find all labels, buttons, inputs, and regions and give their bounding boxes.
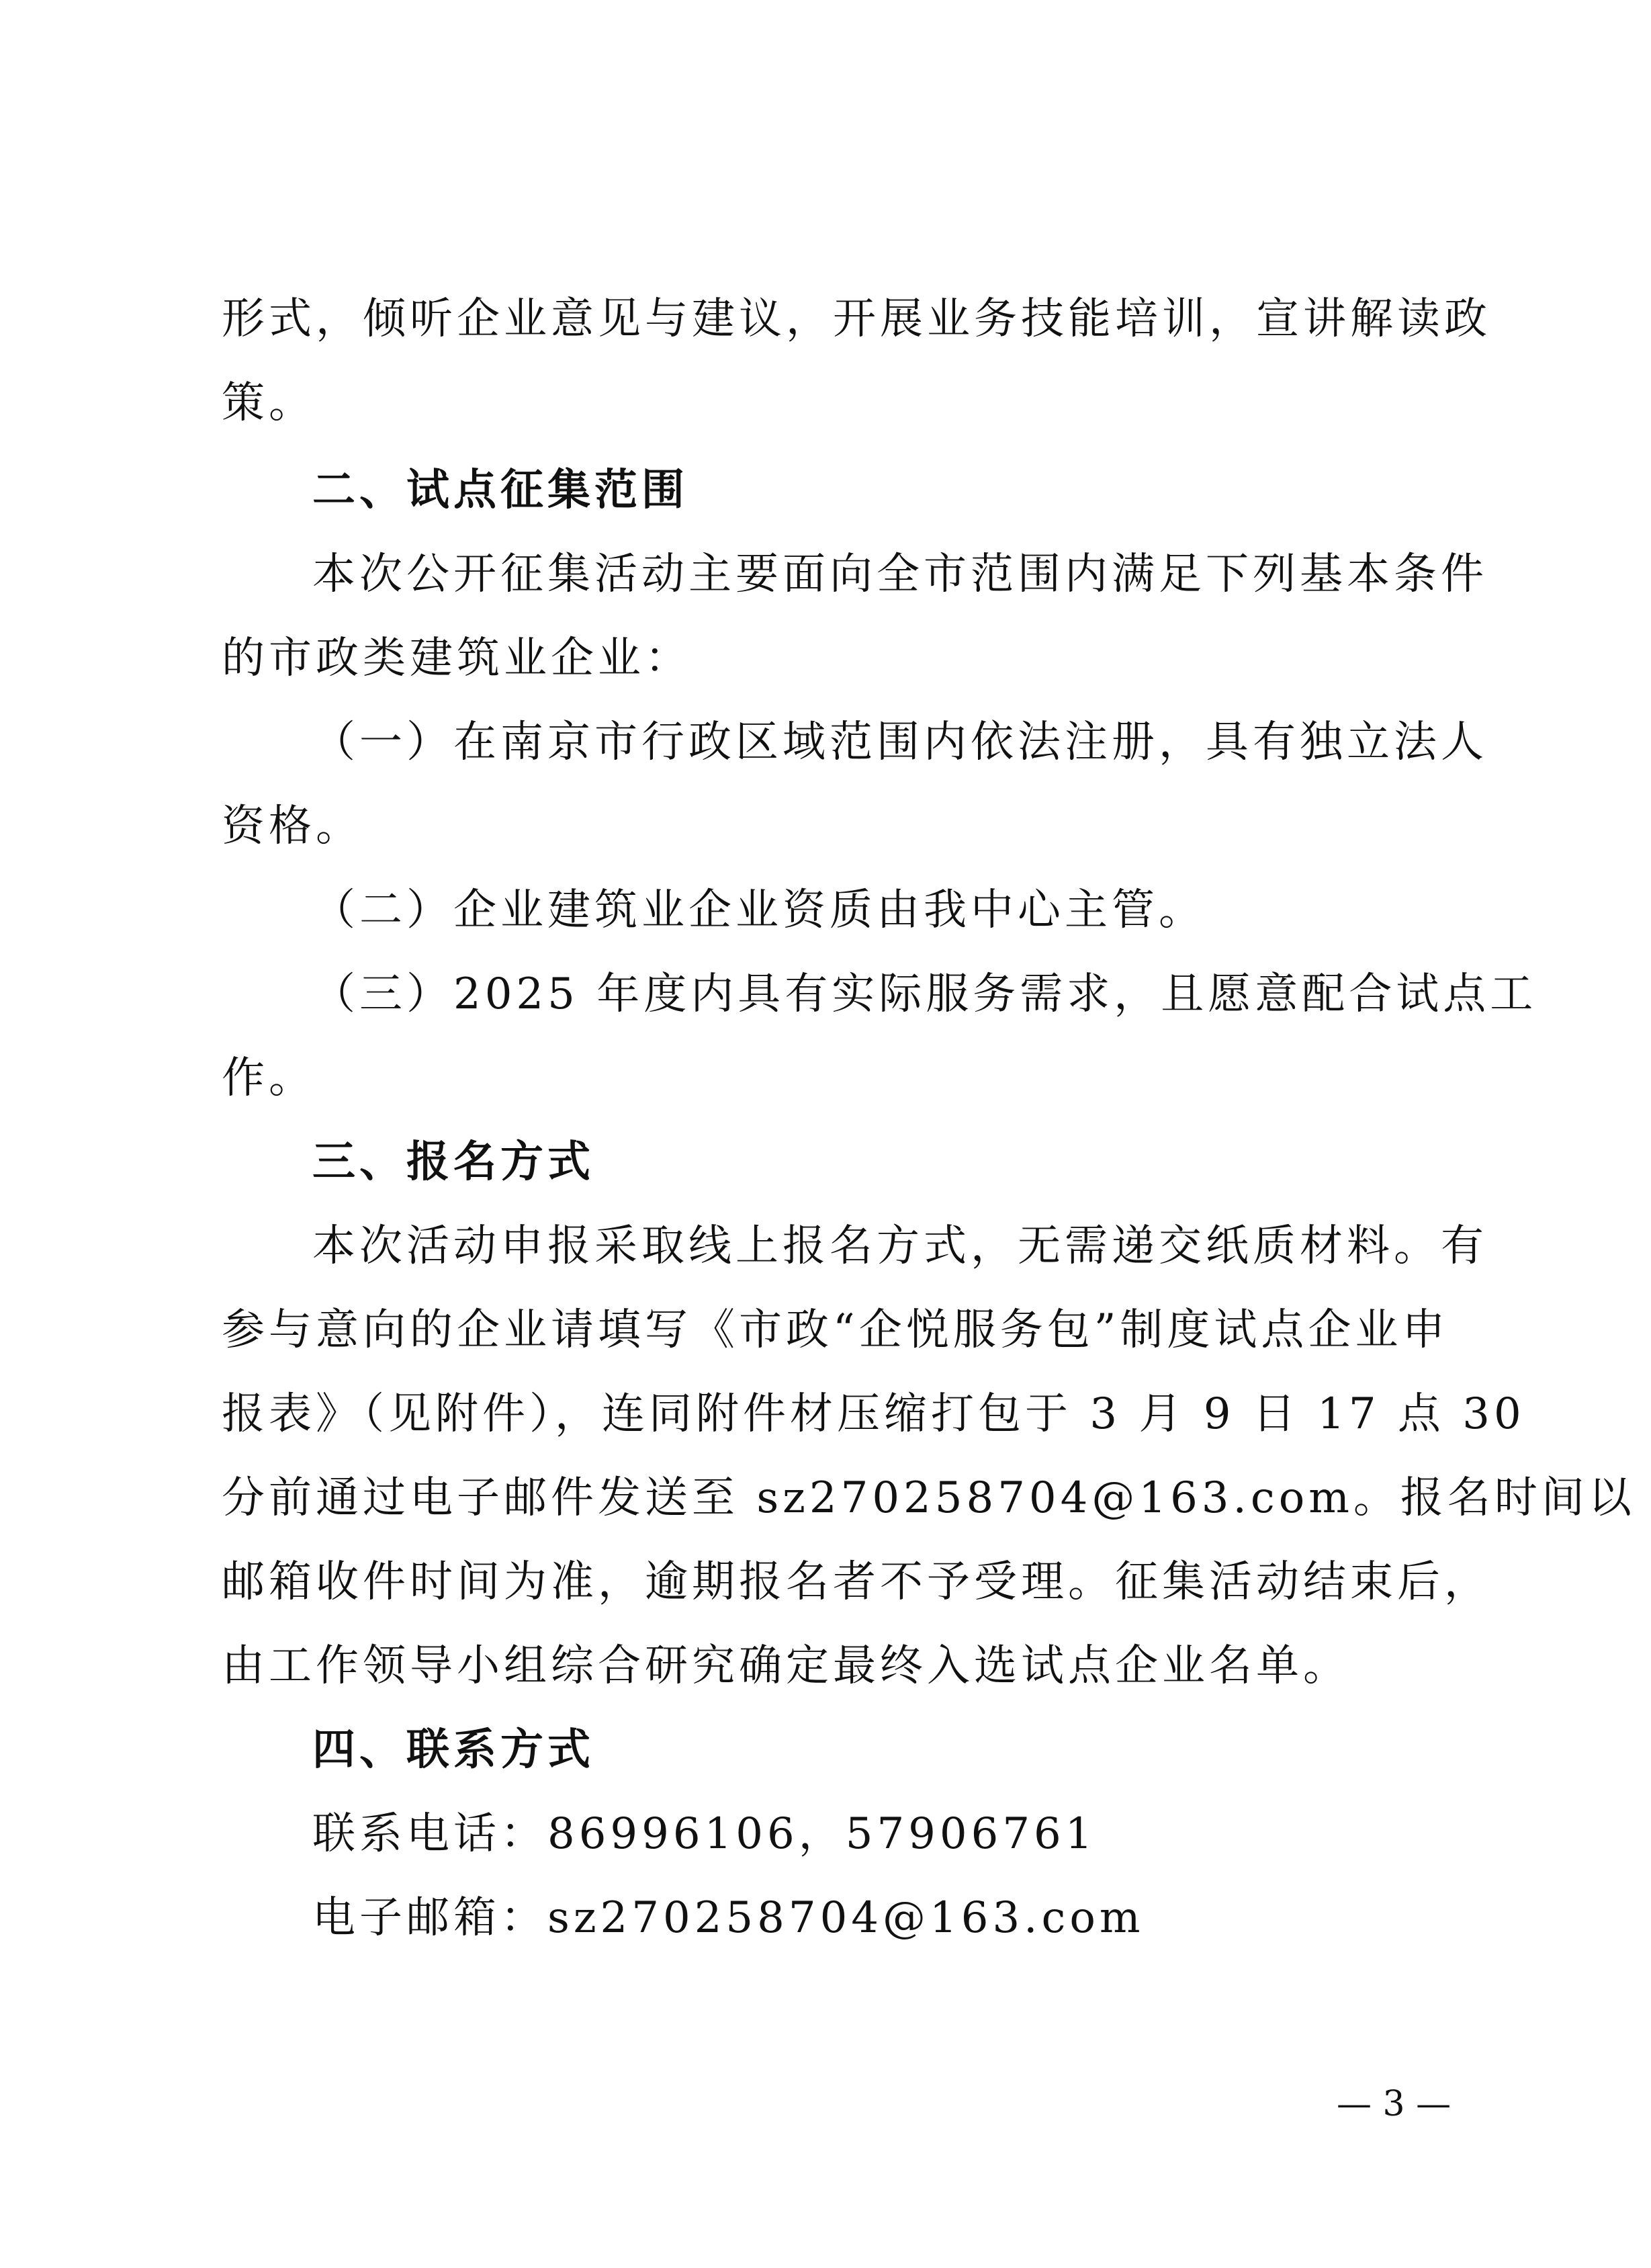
section-heading-3: 三、报名方式 [312,1137,594,1187]
list-item: （三）2025 年度内具有实际服务需求，且愿意配合试点工 [312,969,1537,1019]
body-line: 分前通过电子邮件发送至 sz270258704@163.com。报名时间以 [222,1473,1636,1523]
body-line: 参与意向的企业请填写《市政“企悦服务包”制度试点企业申 [222,1305,1449,1355]
list-item: （二）企业建筑业企业资质由我中心主管。 [312,885,1206,935]
body-line: 邮箱收件时间为准，逾期报名者不予受理。征集活动结束后， [222,1557,1491,1607]
contact-email: 电子邮箱：sz270258704@163.com [312,1893,1145,1943]
body-line: 报表》（见附件），连同附件材压缩打包于 3 月 9 日 17 点 30 [222,1389,1525,1439]
section-heading-4: 四、联系方式 [312,1725,594,1775]
list-item: （一）在南京市行政区域范围内依法注册，具有独立法人 [312,717,1488,767]
body-line: 由工作领导小组综合研究确定最终入选试点企业名单。 [222,1641,1350,1691]
contact-phone: 联系电话：86996106，57906761 [312,1809,1097,1859]
list-item-continuation: 作。 [222,1053,316,1103]
body-line: 本次活动申报采取线上报名方式，无需递交纸质材料。有 [312,1221,1488,1271]
body-line: 的市政类建筑业企业： [222,634,692,683]
body-line: 策。 [222,378,316,428]
body-line: 本次公开征集活动主要面向全市范围内满足下列基本条件 [312,550,1488,599]
body-line: 形式，倾听企业意见与建议，开展业务技能培训，宣讲解读政 [222,294,1491,344]
list-item-continuation: 资格。 [222,801,363,851]
section-heading-2: 二、试点征集范围 [312,466,688,515]
page-number: — 3 — [1337,2084,1452,2124]
